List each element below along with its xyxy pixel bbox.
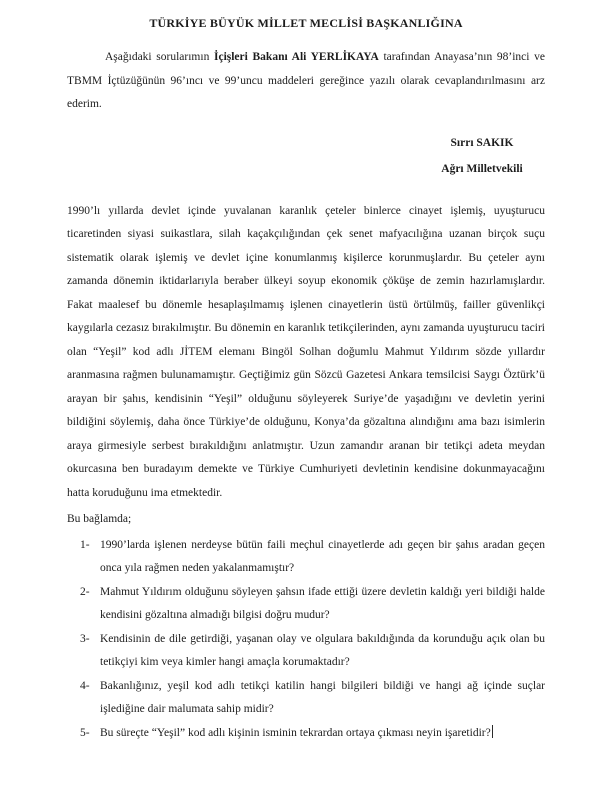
signatory-name: Sırrı SAKIK	[450, 136, 514, 149]
question-marker: 3-	[80, 632, 90, 645]
question-list	[67, 534, 545, 746]
petition-lead: Aşağıdaki sorularımın	[105, 51, 214, 63]
question-text: 1990’larda işlenen nerdeyse bütün faili meçhul cinayetlerde adı geçen bir şahıs aradan geçen onca yıla rağmen neden yakalanmamıştır?	[100, 538, 545, 574]
question-marker: 1-	[80, 538, 90, 551]
question-text	[100, 722, 545, 746]
question-item-5	[67, 722, 545, 746]
question-text-content: Bu süreçte “Yeşil” kod adlı kişinin isminin tekrardan ortaya çıkması neyin işaretidir?	[100, 726, 491, 739]
petition-rest: tarafından Anayasa’nın 98’inci ve TBMM İçtüzüğünün 96’ıncı ve 99’uncu maddeleri gereğince yazılı olarak cevaplandırılmasını arz ederim.	[67, 51, 545, 110]
question-marker: 4-	[80, 679, 90, 692]
context-line: Bu bağlamda;	[67, 513, 132, 525]
text-cursor	[492, 725, 493, 738]
question-marker: 5-	[80, 726, 90, 739]
question-text: Bakanlığınız, yeşil kod adlı tetikçi katilin hangi bilgileri bildiği ve hangi ağ içinde suçlar işlediğine dair malumata sahip midir?	[100, 679, 545, 715]
question-item-2	[67, 581, 545, 628]
body-paragraph: 1990’lı yıllarda devlet içinde yuvalanan karanlık çeteler binlerce cinayet işlemiş, uyuşturucu ticaretinden siyasi suikastlara, silah kaçakçılığından çek senet mafyacılığına uzanan birçok suçu sistematik olarak işlemiş ve devlet içine konumlanmış kişilerce korunmuşlardır. Bu çeteler aynı zamanda dönemin iktidarlarıyla beraber ülkeyi soyup ekonomik çöküşe de zemin hazırlamışlardır. Fakat maalesef bu dönemle hesaplaşılmamış işlenen cinayetlerin üstü örtülmüş, failler güvenlikçi kaygılarla cezasız bırakılmıştır. Bu dönemin en karanlık tetikçilerinden, aynı zamanda uyuşturucu taciri olan “Yeşil” kod adlı JİTEM elemanı Bingöl Solhan doğumlu Mahmut Yıldırım sözde yıllardır aranmasına rağmen bulunamamıştır. Geçtiğimiz gün Sözcü Gazetesi Ankara temsilcisi Saygı Öztürk’ü arayan bir şahıs, kendisinin “Yeşil” olduğunu söyleyerek Suriye’de yaşadığını ve devletin yerini bildiğini söylemiş, daha önce Türkiye’de olduğunu, Konya’da gözaltına alındığını ama bazı isimlerin araya girmesiyle serbest bırakıldığını anlatmıştır. Uzun zamandır aranan bir tetikçi adeta meydan okurcasına ben buradayım demekte ve Türkiye Cumhuriyeti devletinin kendisine dokunmayacağını hatta koruduğunu ima etmektedir.	[67, 204, 545, 499]
question-item-3	[67, 628, 545, 675]
question-item-4	[67, 675, 545, 722]
petition-paragraph	[67, 46, 545, 117]
question-marker: 2-	[80, 585, 90, 598]
question-item-1	[67, 534, 545, 581]
question-text: Mahmut Yıldırım olduğunu söyleyen şahsın ifade ettiği üzere devletin kaldığı yeri bildiği halde kendisini gözaltına almadığı bilgisi doğru mudur?	[100, 585, 545, 621]
signature-block	[407, 130, 557, 182]
document-title: TÜRKİYE BÜYÜK MİLLET MECLİSİ BAŞKANLIĞINA	[149, 16, 463, 30]
question-text: Kendisinin de dile getirdiği, yaşanan olay ve olgulara bakıldığında da korunduğu açık olan bu tetikçiyi kim veya kimler hangi amaçla korumaktadır?	[100, 632, 545, 668]
signatory-role: Ağrı Milletvekili	[441, 162, 523, 175]
minister-name: İçişleri Bakanı Ali YERLİKAYA	[213, 51, 379, 63]
